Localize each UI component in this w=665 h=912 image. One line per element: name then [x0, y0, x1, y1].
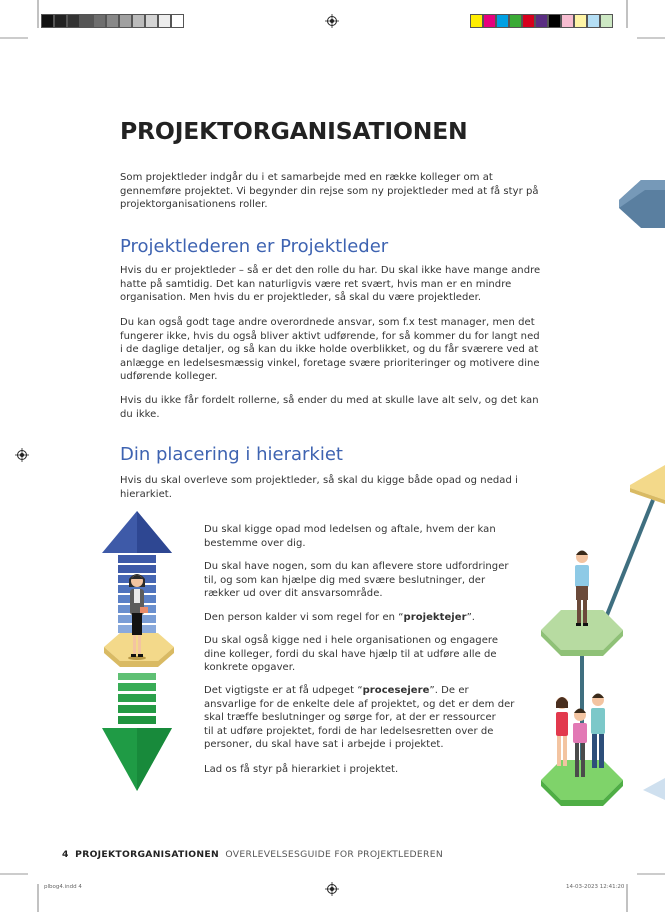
text-line: gennemføre projektet. Vi begynder din rejse som ny projektleder med at få styr på [120, 185, 539, 197]
paragraph [204, 560, 509, 601]
text-span: Den person kalder vi som regel for en “ [204, 612, 404, 623]
text-line: du ikke. [120, 408, 160, 420]
paragraph [120, 264, 540, 305]
chapter-tab [619, 180, 665, 228]
text-line: Hvis du skal overleve som projektleder, så skal du kigge både opad og nedad i [120, 475, 518, 486]
hierarchy-arrow-illustration [100, 509, 186, 794]
text-line: Lad os få styr på hierarkiet i projektet. [204, 764, 399, 775]
paragraph [120, 474, 518, 501]
text-line [204, 684, 514, 698]
text-line: dine kolleger, fordi du skal have hjælp til at udføre alle de [204, 648, 497, 660]
text-line: Hvis du ikke får fordelt rollerne, så ender du med at skulle lave alt selv, og det kan [120, 395, 539, 406]
footer-section: PROJEKTORGANISATIONEN [75, 849, 219, 860]
term-procesejere: procesejere [362, 685, 430, 696]
paragraph [204, 763, 398, 777]
footer-guide-title: OVERLEVELSESGUIDE FOR PROJEKTLEDEREN [225, 849, 443, 860]
text-line: til at udføre projektet, fordi de har ledelsesretten over de [204, 725, 494, 737]
section-heading: Din placering i hierarkiet [120, 444, 343, 465]
text-line: Som projektleder indgår du i et samarbejde med en række kolleger om at [120, 172, 493, 183]
page-title: PROJEKTORGANISATIONEN [120, 117, 468, 145]
slug-file-info: plbog4.indd 4 [44, 884, 82, 890]
paragraph [204, 523, 496, 550]
text-line: skal træffe beslutninger og sørge for, at der er ressourcer [204, 712, 496, 723]
text-line: bestemme over dig. [204, 537, 306, 549]
text-span: Det vigtigste er at få udpeget “ [204, 685, 363, 696]
text-line: Du kan også godt tage andre overordnede ansvar, som f.x test manager, men det [120, 317, 535, 328]
text-line: Hvis du er projektleder – så er det den rolle du har. Du skal ikke have mange andre [120, 265, 541, 276]
text-line: hatte på samtidig. Det kan naturligvis være ret svært, hvis man er en mindre [120, 278, 512, 290]
section-heading: Projektlederen er Projektleder [120, 236, 389, 257]
text-line: organisation. Men hvis du er projektleder, så skal du være projektleder. [120, 292, 482, 303]
text-line: i de daglige detaljer, og så kan du ikke holde overblikket, og du får sværere ved at [120, 344, 539, 355]
slug-timestamp: 14-03-2023 12:41:20 [566, 884, 625, 890]
text-span: ”. [466, 612, 476, 623]
paragraph [204, 634, 498, 675]
page-number: 4 [62, 849, 69, 860]
text-line: hierarkiet. [120, 488, 172, 500]
paragraph [120, 316, 540, 384]
text-line: ansvarlige for de enkelte dele af projektet, og det er dem der [204, 698, 515, 710]
intro-paragraph [120, 171, 539, 212]
text-line: til, og som kan hjælpe dig med svære beslutninger, der [204, 574, 486, 586]
text-line: Du skal også kigge ned i hele organisationen og engagere [204, 635, 499, 646]
text-span: ”. De er [429, 685, 469, 696]
text-line: konkrete opgaver. [204, 662, 296, 673]
text-line: projektorganisationens roller. [120, 199, 268, 210]
text-line: anlægge en ledelsesmæssig vinkel, foretage svære prioriteringer og motivere dine [120, 357, 540, 369]
page-footer [62, 849, 443, 860]
paragraph [204, 684, 514, 752]
org-hierarchy-illustration [535, 440, 665, 812]
text-line: fungerer ikke, hvis du også bliver aktivt udførende, for så kommer du for langt ned [120, 330, 540, 342]
text-line: Du skal have nogen, som du kan aflevere store udfordringer [204, 561, 509, 572]
term-projektejer: projektejer [403, 612, 467, 623]
text-line: Du skal kigge opad mod ledelsen og aftale, hvem der kan [204, 524, 496, 535]
paragraph [120, 394, 539, 421]
text-line: rækker ud over dit ansvarsområde. [204, 588, 383, 599]
text-line: personer, du skal have sat i arbejde i projektet. [204, 739, 444, 750]
paragraph [204, 611, 475, 625]
text-line: udførende kolleger. [120, 371, 218, 382]
